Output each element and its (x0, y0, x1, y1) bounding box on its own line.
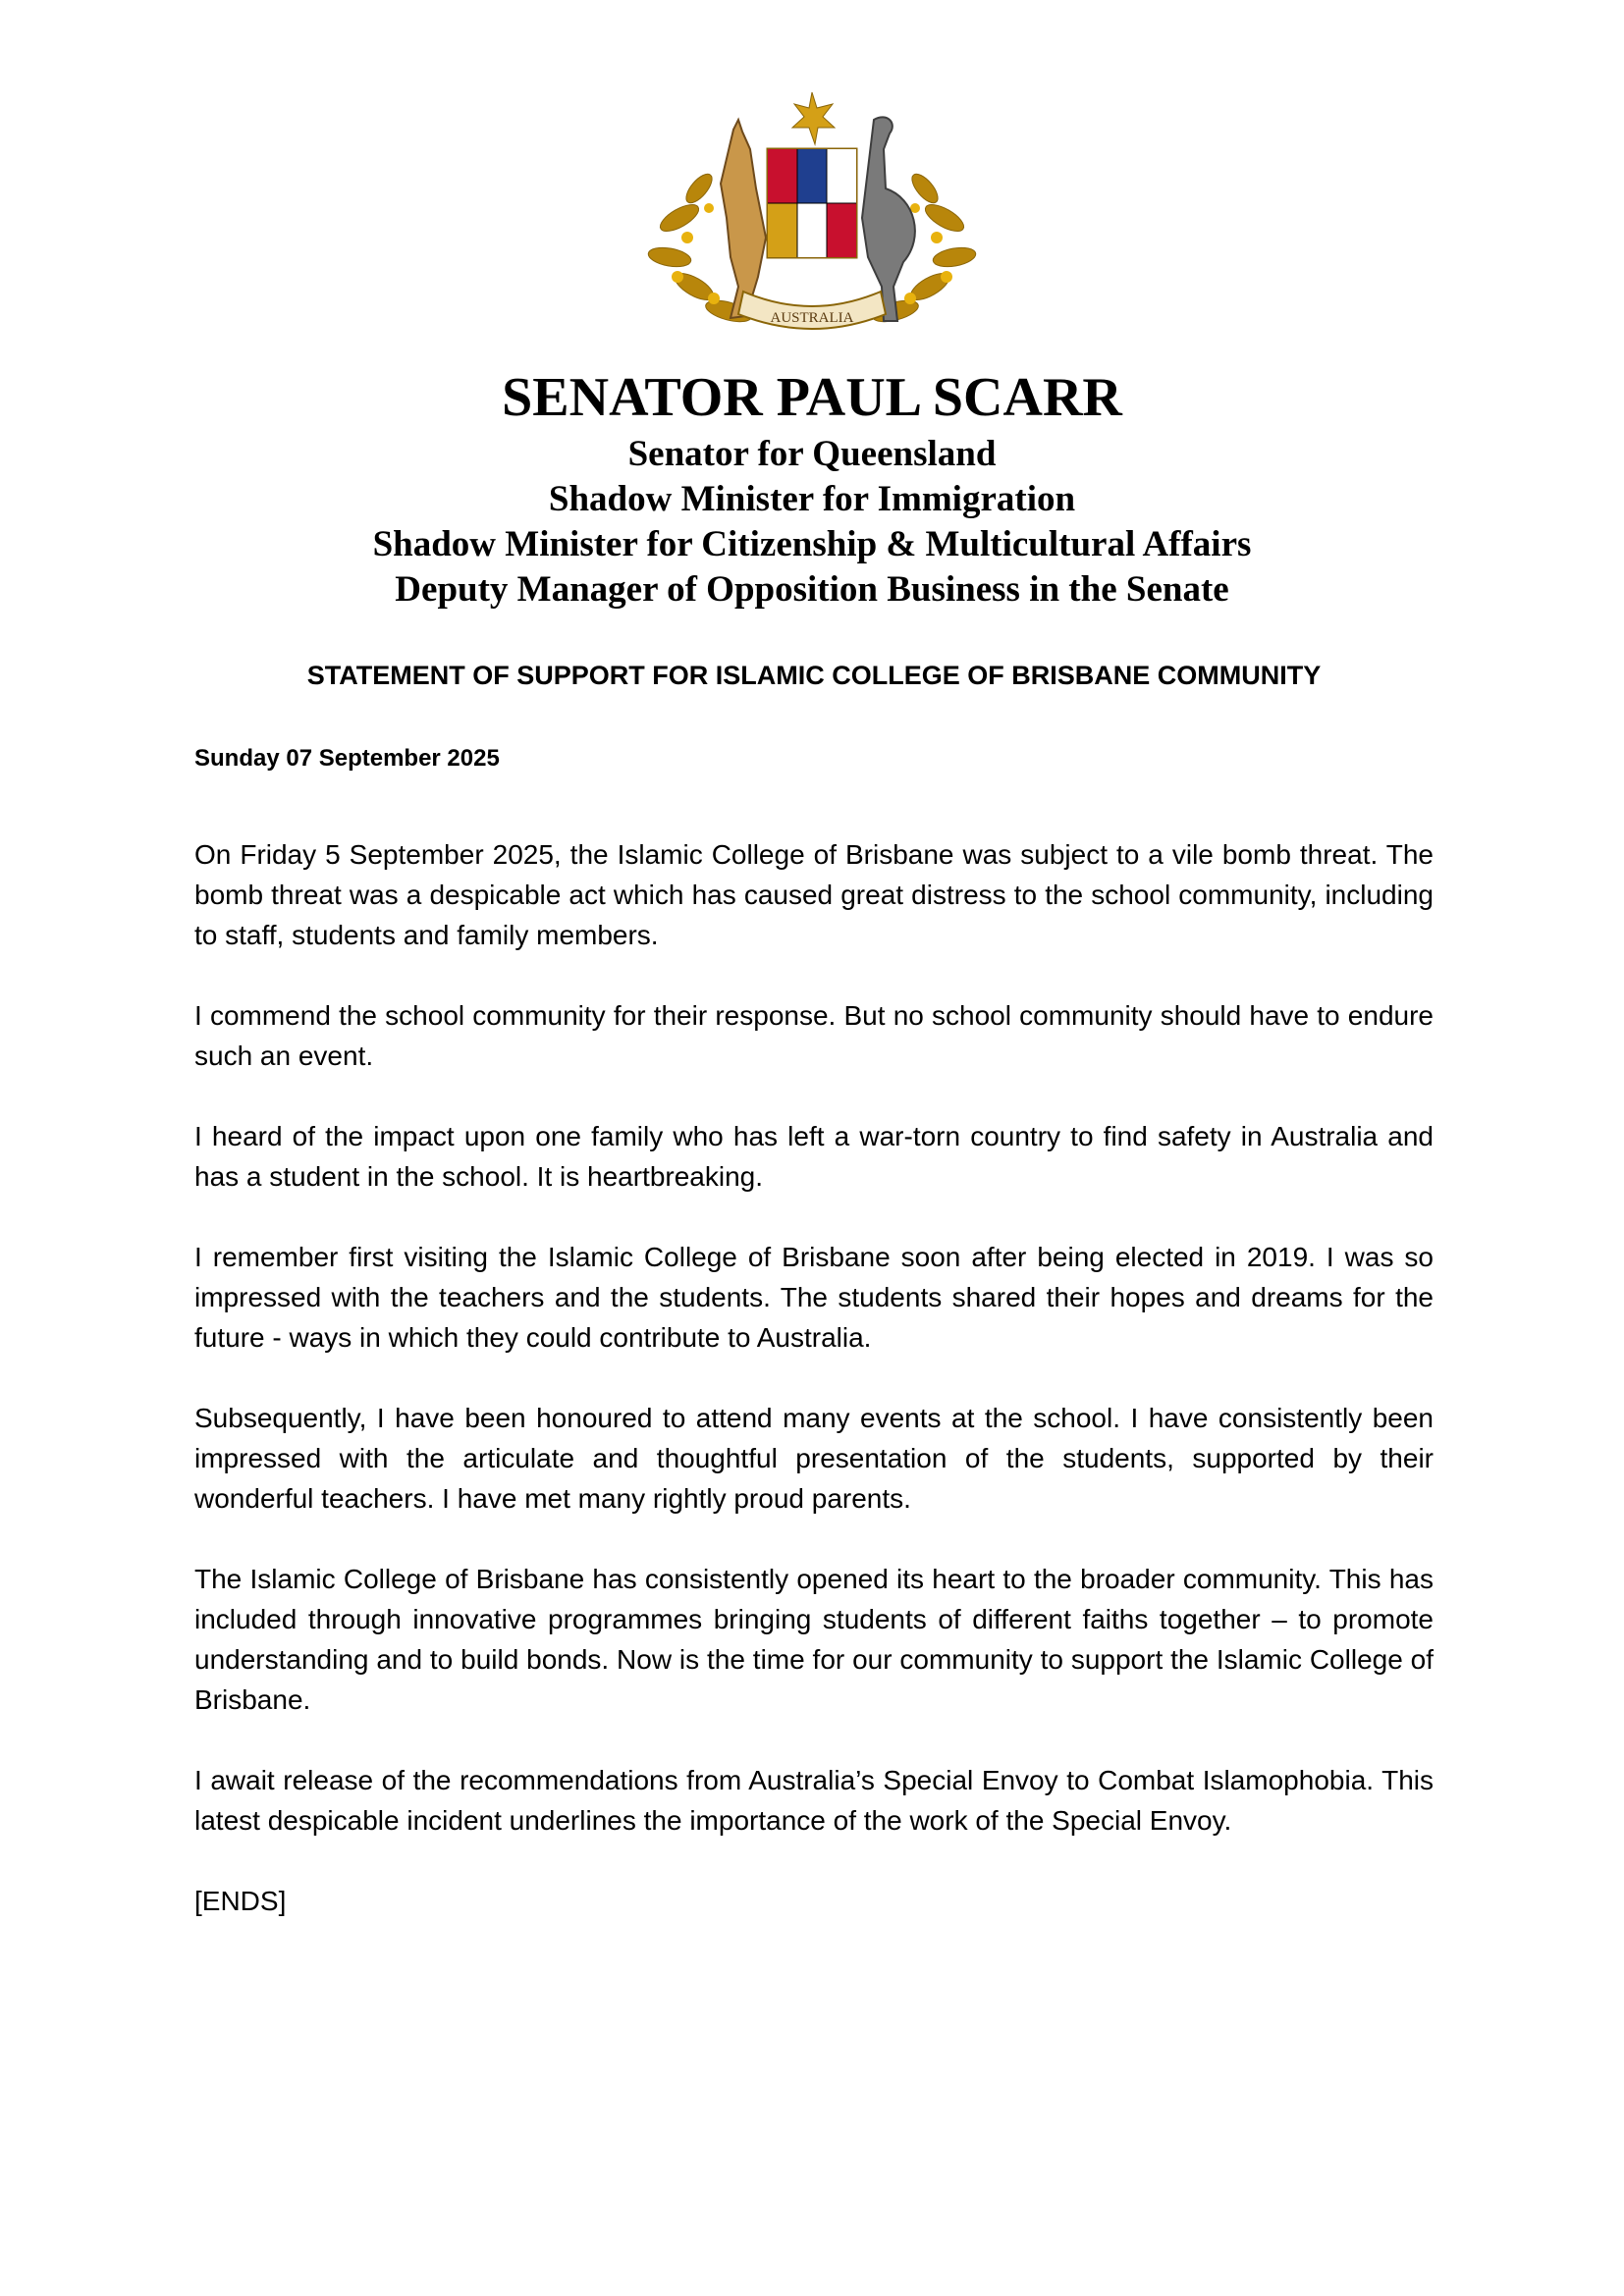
statement-body (194, 656, 1434, 1921)
paragraph: Subsequently, I have been honoured to attend many events at the school. I have consistently been impressed with the articulate and thoughtful presentation of the students, supported by their wonderful teachers. I have met many rightly proud parents. (194, 1403, 1434, 1514)
role-line: Deputy Manager of Opposition Business in the Senate (395, 569, 1229, 610)
paragraph: I heard of the impact upon one family who has left a war-torn country to find safety in Australia and has a student in the school. It is heartbreaking. (194, 1121, 1434, 1192)
paragraph: I commend the school community for their response. But no school community should have to endure such an event. (194, 1000, 1434, 1071)
statement-date: Sunday 07 September 2025 (194, 745, 500, 772)
senator-name: SENATOR PAUL SCARR (502, 367, 1122, 428)
coat-of-arms-emblem (640, 90, 984, 355)
emu-icon (862, 117, 915, 321)
statement-title: STATEMENT OF SUPPORT FOR ISLAMIC COLLEGE OF BRISBANE COMMUNITY (306, 661, 1322, 690)
paragraph: I remember first visiting the Islamic College of Brisbane soon after being elected in 2019. I was so impressed with the teachers and the students. The students shared their hopes and dreams for the future - ways in which they could contribute to Australia. (194, 1242, 1434, 1353)
paragraph: The Islamic College of Brisbane has consistently opened its heart to the broader community. This has included through innovative programmes bringing students of different faiths together – to promote understanding and to build bonds. Now is the time for our community to support the Islamic College of Brisbane. (194, 1564, 1434, 1715)
letterhead (0, 363, 1624, 613)
paragraph: I await release of the recommendations from Australia’s Special Envoy to Combat Islamophobia. This latest despicable incident underlines the importance of the work of the Special Envoy. (194, 1765, 1434, 1836)
role-line: Shadow Minister for Citizenship & Multicultural Affairs (372, 524, 1252, 564)
role-line: Shadow Minister for Immigration (548, 479, 1076, 519)
shield-icon (768, 149, 856, 257)
ribbon-text: AUSTRALIA (770, 310, 854, 326)
paragraph: On Friday 5 September 2025, the Islamic College of Brisbane was subject to a vile bomb threat. The bomb threat was a despicable act which has caused great distress to the school community, including to staff, students and family members. (194, 839, 1434, 950)
kangaroo-icon (721, 120, 766, 318)
role-line: Senator for Queensland (627, 434, 997, 474)
ends-marker: [ENDS] (194, 1886, 287, 1916)
star-icon (792, 92, 835, 144)
